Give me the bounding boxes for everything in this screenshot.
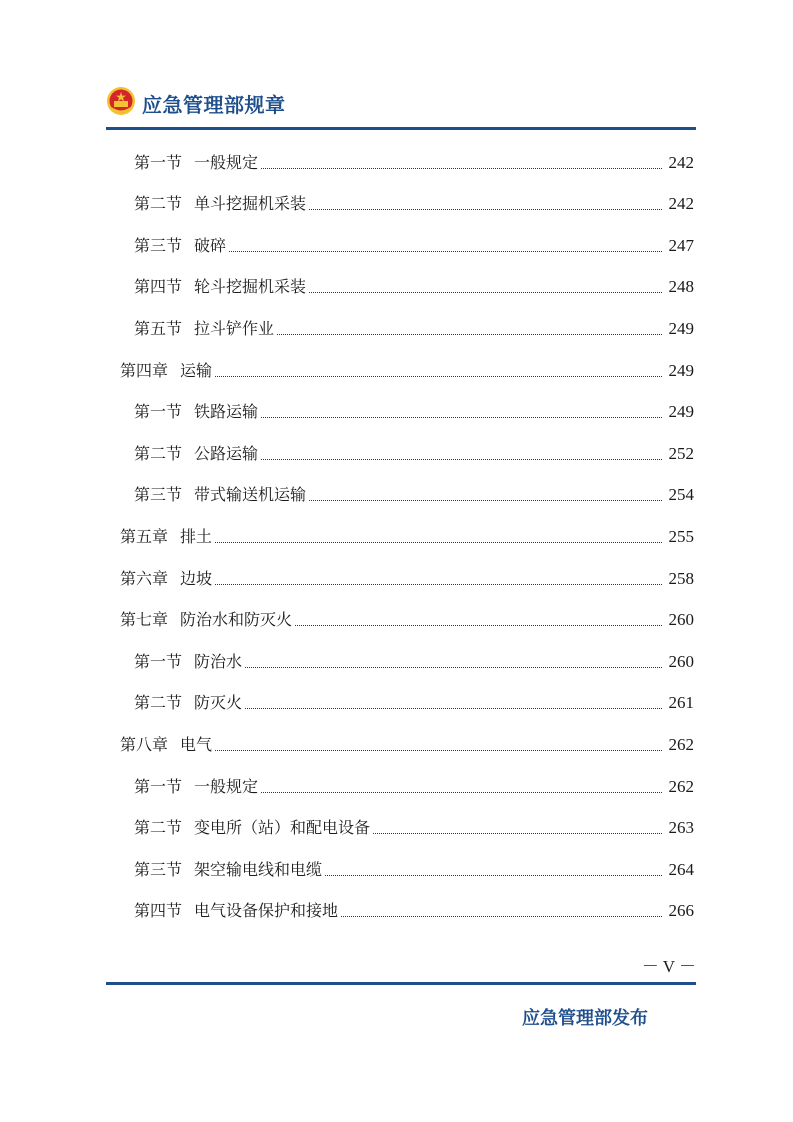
toc-entry-label xyxy=(106,818,370,843)
toc-leader-dots xyxy=(261,168,662,169)
toc-entry-number: 第七章 xyxy=(120,610,169,630)
toc-leader-dots xyxy=(245,667,662,668)
toc-entry-number: 第二节 xyxy=(134,443,183,463)
toc-entry-number: 第三节 xyxy=(134,859,183,879)
toc-entry-number: 第四节 xyxy=(134,901,183,921)
toc-leader-dots xyxy=(325,875,662,876)
toc-entry-page: 252 xyxy=(668,443,694,463)
toc-entry-title: 运输 xyxy=(180,360,213,380)
toc-entry-label xyxy=(106,860,322,885)
toc-entry-title: 防治水和防灭火 xyxy=(180,610,293,630)
toc-entry-page: 262 xyxy=(668,776,694,796)
toc-entry-number: 第三节 xyxy=(134,485,183,505)
toc-entry-number: 第二节 xyxy=(134,693,183,713)
toc-entry-title: 破碎 xyxy=(194,235,227,255)
toc-entry-page: 249 xyxy=(668,360,694,380)
toc-entry-label xyxy=(106,610,292,635)
toc-entry-number: 第二节 xyxy=(134,194,183,214)
toc-entry-page: 255 xyxy=(668,526,694,546)
toc-leader-dots xyxy=(215,542,662,543)
header-divider xyxy=(106,127,696,130)
toc-entry-number: 第一节 xyxy=(134,651,183,671)
toc-leader-dots xyxy=(245,708,662,709)
toc-section-entry[interactable] xyxy=(106,219,696,261)
toc-entry-page: 258 xyxy=(668,568,694,588)
toc-section-entry[interactable] xyxy=(106,677,696,719)
toc-leader-dots xyxy=(373,833,662,834)
page-number: － V － xyxy=(641,957,696,976)
toc-entry-page: 249 xyxy=(668,402,694,422)
toc-section-entry[interactable] xyxy=(106,760,696,802)
toc-entry-title: 电气设备保护和接地 xyxy=(194,901,339,921)
table-of-contents xyxy=(106,136,696,926)
toc-entry-number: 第六章 xyxy=(120,568,169,588)
toc-leader-dots xyxy=(215,750,662,751)
toc-section-entry[interactable] xyxy=(106,178,696,220)
toc-entry-title: 电气 xyxy=(180,734,213,754)
toc-entry-page: 263 xyxy=(668,818,694,838)
toc-entry-number: 第三节 xyxy=(134,235,183,255)
toc-entry-number: 第一节 xyxy=(134,152,183,172)
toc-entry-number: 第一节 xyxy=(134,402,183,422)
toc-section-entry[interactable] xyxy=(106,635,696,677)
footer-divider xyxy=(106,982,696,985)
toc-leader-dots xyxy=(309,500,662,501)
toc-entry-label xyxy=(106,277,306,302)
toc-chapter-entry[interactable] xyxy=(106,344,696,386)
toc-entry-number: 第五节 xyxy=(134,318,183,338)
toc-entry-title: 拉斗铲作业 xyxy=(194,318,275,338)
toc-entry-page: 264 xyxy=(668,859,694,879)
toc-entry-title: 公路运输 xyxy=(194,443,259,463)
toc-entry-label xyxy=(106,693,242,718)
toc-entry-label xyxy=(106,901,338,926)
toc-entry-number: 第四节 xyxy=(134,277,183,297)
toc-leader-dots xyxy=(295,625,662,626)
footer-publisher: 应急管理部发布 xyxy=(522,1008,648,1029)
toc-entry-number: 第五章 xyxy=(120,526,169,546)
toc-entry-page: 260 xyxy=(668,610,694,630)
toc-entry-page: 242 xyxy=(668,152,694,172)
toc-entry-title: 一般规定 xyxy=(194,776,259,796)
toc-entry-label xyxy=(106,153,258,178)
toc-section-entry[interactable] xyxy=(106,885,696,927)
toc-entry-page: 247 xyxy=(668,235,694,255)
toc-chapter-entry[interactable] xyxy=(106,594,696,636)
toc-leader-dots xyxy=(341,916,662,917)
toc-section-entry[interactable] xyxy=(106,469,696,511)
toc-chapter-entry[interactable] xyxy=(106,718,696,760)
toc-section-entry[interactable] xyxy=(106,843,696,885)
toc-leader-dots xyxy=(261,459,662,460)
toc-entry-label xyxy=(106,735,212,760)
toc-entry-title: 架空输电线和电缆 xyxy=(194,859,323,879)
toc-entry-label xyxy=(106,485,306,510)
toc-entry-title: 轮斗挖掘机采装 xyxy=(194,277,307,297)
toc-leader-dots xyxy=(309,292,662,293)
toc-section-entry[interactable] xyxy=(106,302,696,344)
toc-entry-title: 防治水 xyxy=(194,651,243,671)
toc-entry-page: 254 xyxy=(668,485,694,505)
toc-entry-page: 260 xyxy=(668,651,694,671)
toc-entry-label xyxy=(106,527,212,552)
toc-entry-label xyxy=(106,777,258,802)
toc-entry-title: 防灭火 xyxy=(194,693,243,713)
toc-section-entry[interactable] xyxy=(106,136,696,178)
toc-entry-label xyxy=(106,194,306,219)
toc-entry-label xyxy=(106,569,212,594)
toc-entry-number: 第一节 xyxy=(134,776,183,796)
toc-entry-title: 变电所（站）和配电设备 xyxy=(194,818,371,838)
toc-entry-label xyxy=(106,402,258,427)
national-emblem-icon xyxy=(106,86,136,116)
toc-leader-dots xyxy=(309,209,662,210)
toc-entry-label xyxy=(106,652,242,677)
toc-entry-page: 261 xyxy=(668,693,694,713)
toc-leader-dots xyxy=(215,376,662,377)
toc-chapter-entry[interactable] xyxy=(106,510,696,552)
toc-entry-number: 第八章 xyxy=(120,734,169,754)
toc-section-entry[interactable] xyxy=(106,386,696,428)
toc-leader-dots xyxy=(261,417,662,418)
toc-entry-title: 铁路运输 xyxy=(194,402,259,422)
toc-entry-label xyxy=(106,444,258,469)
toc-leader-dots xyxy=(261,792,662,793)
toc-leader-dots xyxy=(229,251,662,252)
toc-entry-page: 266 xyxy=(668,901,694,921)
toc-entry-page: 248 xyxy=(668,277,694,297)
toc-entry-title: 一般规定 xyxy=(194,152,259,172)
toc-entry-title: 排土 xyxy=(180,526,213,546)
toc-entry-label xyxy=(106,236,226,261)
toc-entry-label xyxy=(106,319,274,344)
toc-entry-number: 第二节 xyxy=(134,818,183,838)
toc-chapter-entry[interactable] xyxy=(106,552,696,594)
toc-section-entry[interactable] xyxy=(106,427,696,469)
toc-entry-page: 262 xyxy=(668,734,694,754)
toc-entry-title: 单斗挖掘机采装 xyxy=(194,194,307,214)
toc-entry-title: 带式输送机运输 xyxy=(194,485,307,505)
toc-section-entry[interactable] xyxy=(106,261,696,303)
toc-entry-page: 242 xyxy=(668,194,694,214)
toc-entry-page: 249 xyxy=(668,318,694,338)
toc-leader-dots xyxy=(277,334,662,335)
header-title: 应急管理部规章 xyxy=(142,93,286,117)
toc-entry-title: 边坡 xyxy=(180,568,213,588)
toc-entry-number: 第四章 xyxy=(120,360,169,380)
toc-entry-label xyxy=(106,361,212,386)
toc-leader-dots xyxy=(215,584,662,585)
toc-section-entry[interactable] xyxy=(106,802,696,844)
page-header xyxy=(106,84,696,124)
